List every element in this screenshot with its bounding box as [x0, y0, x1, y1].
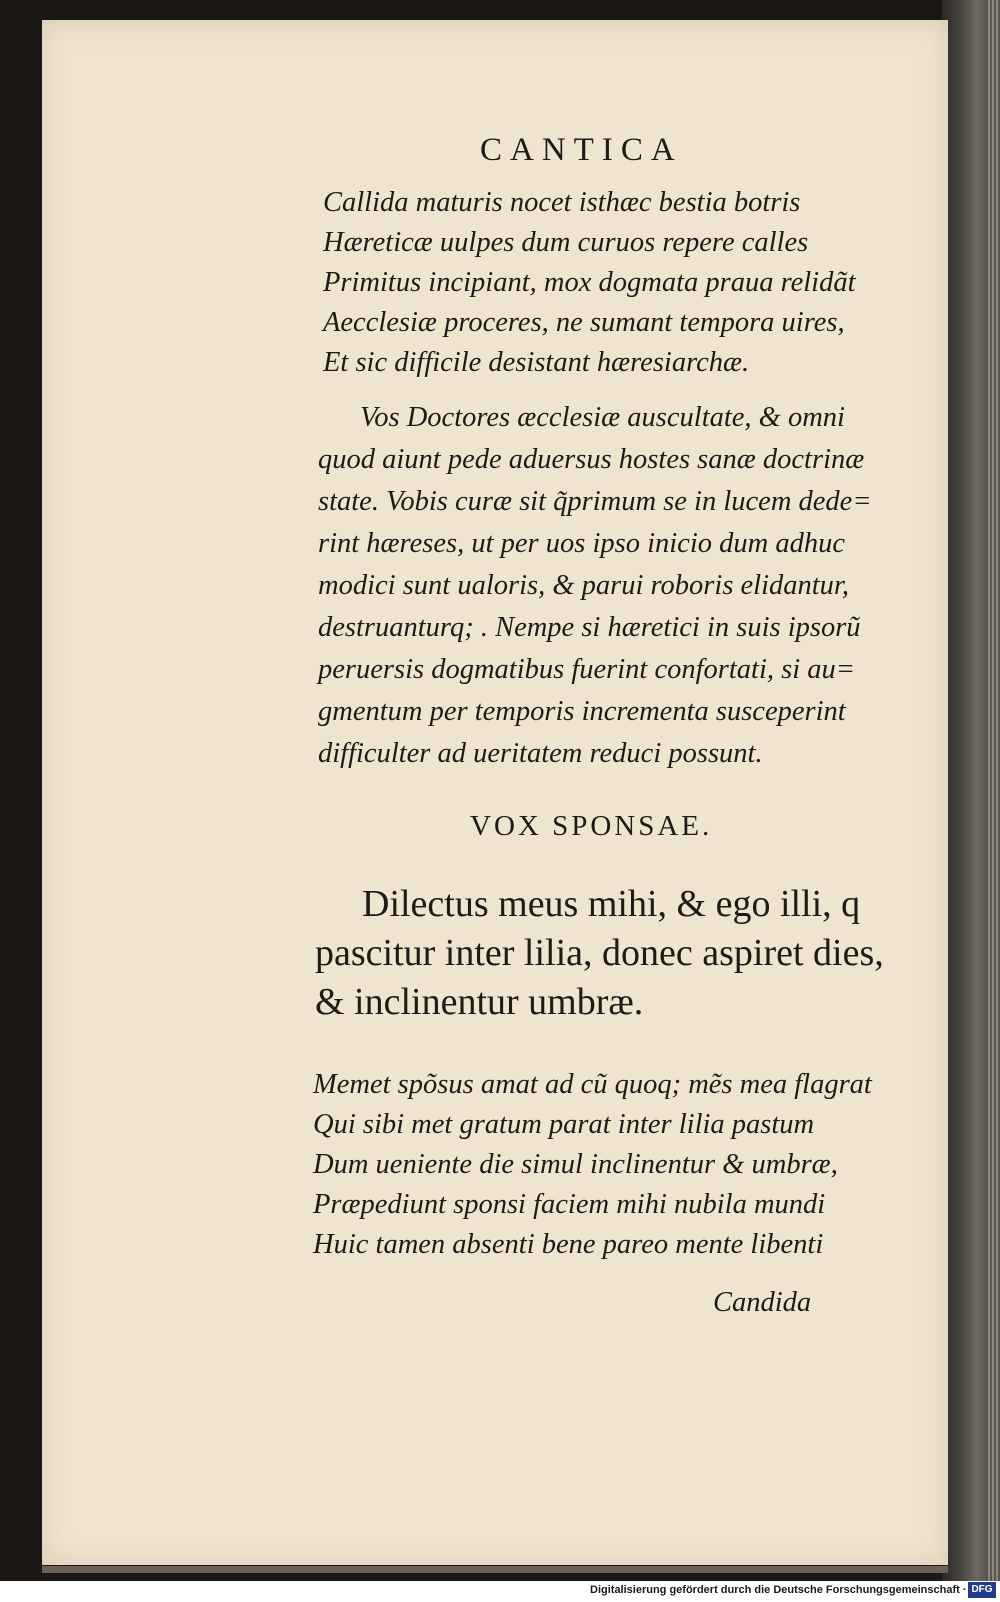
verse-line: Dum ueniente die simul inclinentur & umbræ,	[313, 1149, 838, 1180]
verse-line: Qui sibi met gratum parat inter lilia pastum	[313, 1109, 815, 1140]
prose-line: gmentum per temporis incrementa susceperint	[318, 696, 846, 727]
prose-line: state. Vobis curæ sit q̃primum se in lucem dede=	[318, 486, 872, 517]
verse-line: Hæreticæ uulpes dum curuos repere calles	[323, 227, 809, 258]
verse-block-2	[313, 1065, 872, 1265]
verse-line: Primitus incipiant, mox dogmata praua relidãt	[323, 267, 856, 298]
verse-line: Et sic difficile desistant hæresiarchæ.	[323, 347, 750, 378]
dfg-logo: DFG	[968, 1582, 996, 1598]
prose-line: peruersis dogmatibus fuerint confortati, si au=	[318, 654, 855, 685]
canticle-line: Dilectus meus mihi, & ego illi, q	[362, 883, 861, 925]
canticle-verse	[315, 880, 884, 1027]
verse-line: Memet spõsus amat ad cũ quoq; mẽs mea flagrat	[313, 1069, 872, 1100]
funding-credit: Digitalisierung gefördert durch die Deutsche Forschungsgemeinschaft ·	[590, 1584, 967, 1596]
page-bottom-edge	[42, 1566, 948, 1573]
prose-line: difficulter ad ueritatem reduci possunt.	[318, 738, 763, 769]
prose-paragraph	[318, 397, 872, 775]
canticle-line: & inclinentur umbræ.	[315, 981, 644, 1023]
prose-line: destruanturq; . Nempe si hæretici in suis ipsorũ	[318, 612, 861, 643]
catchword: Candida	[713, 1287, 812, 1318]
canticle-line: pascitur inter lilia, donec aspiret dies,	[315, 932, 884, 974]
prose-line: quod aiunt pede aduersus hostes sanæ doctrinæ	[318, 444, 865, 475]
verse-line: Aecclesiæ proceres, ne sumant tempora uires,	[323, 307, 845, 338]
prose-line: modici sunt ualoris, & parui roboris elidantur,	[318, 570, 849, 601]
section-title: VOX SPONSAE.	[470, 810, 713, 842]
verse-line: Huic tamen absenti bene pareo mente libenti	[313, 1229, 824, 1260]
verse-line: Præpediunt sponsi faciem mihi nubila mundi	[313, 1189, 826, 1220]
page-stack-edge	[988, 0, 1000, 1581]
verse-block-1	[323, 183, 856, 383]
verse-line: Callida maturis nocet isthæc bestia botris	[323, 187, 801, 218]
prose-line: rint hæreses, ut per uos ipso inicio dum adhuc	[318, 528, 845, 559]
running-header: CANTICA	[480, 132, 683, 168]
prose-line: Vos Doctores æcclesiæ auscultate, & omni	[360, 402, 845, 433]
